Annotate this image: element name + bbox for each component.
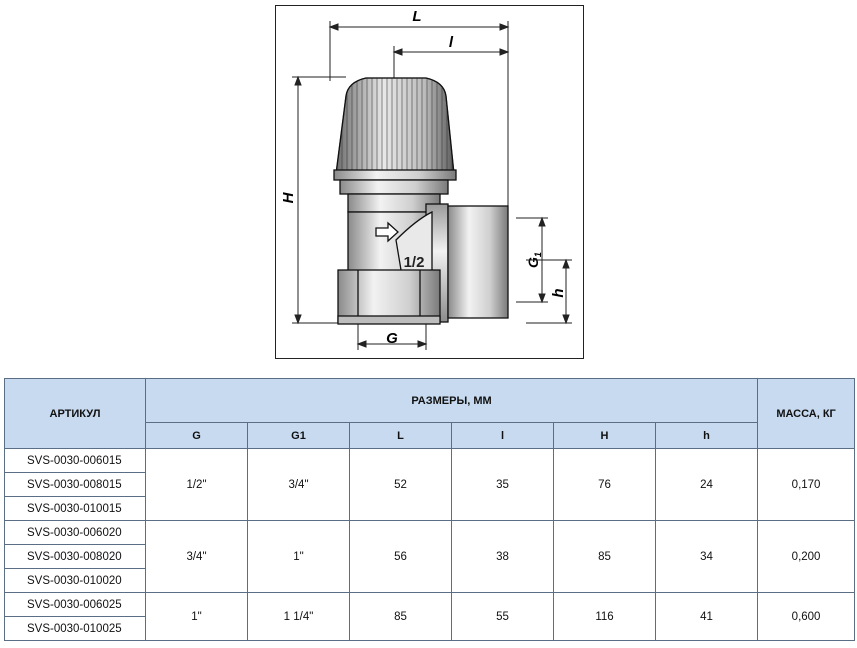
value-mass: 0,600 — [758, 593, 855, 641]
dimension-l — [394, 46, 508, 81]
header-col-G1: G1 — [248, 423, 350, 449]
value-L: 56 — [350, 521, 452, 593]
value-G1: 1 1/4" — [248, 593, 350, 641]
header-col-G: G — [146, 423, 248, 449]
article-cell: SVS-0030-006015 — [5, 449, 146, 473]
header-article: АРТИКУЛ — [5, 379, 146, 449]
article-cell: SVS-0030-010015 — [5, 497, 146, 521]
value-H: 116 — [554, 593, 656, 641]
label-H: H — [280, 192, 297, 204]
article-cell: SVS-0030-008015 — [5, 473, 146, 497]
value-L: 85 — [350, 593, 452, 641]
value-h: 24 — [656, 449, 758, 521]
label-L: L — [412, 8, 422, 25]
value-L: 52 — [350, 449, 452, 521]
value-G: 1" — [146, 593, 248, 641]
table-row — [5, 593, 855, 617]
value-G1: 3/4" — [248, 449, 350, 521]
label-G1: $G_1$ — [525, 252, 543, 268]
value-mass: 0,200 — [758, 521, 855, 593]
value-G: 3/4" — [146, 521, 248, 593]
header-col-h: h — [656, 423, 758, 449]
value-l: 35 — [452, 449, 554, 521]
label-l: l — [448, 34, 454, 51]
value-l: 55 — [452, 593, 554, 641]
valve-body — [334, 78, 508, 324]
article-cell: SVS-0030-010020 — [5, 569, 146, 593]
value-H: 85 — [554, 521, 656, 593]
article-cell: SVS-0030-008020 — [5, 545, 146, 569]
header-col-L: L — [350, 423, 452, 449]
header-col-H: H — [554, 423, 656, 449]
article-cell: SVS-0030-006025 — [5, 593, 146, 617]
value-G: 1/2" — [146, 449, 248, 521]
header-dimensions: РАЗМЕРЫ, ММ — [146, 379, 758, 423]
valve-drawing — [275, 5, 584, 359]
table-row — [5, 449, 855, 473]
value-H: 76 — [554, 449, 656, 521]
table-row — [5, 521, 855, 545]
value-l: 38 — [452, 521, 554, 593]
value-h: 34 — [656, 521, 758, 593]
header-col-l: l — [452, 423, 554, 449]
value-G1: 1" — [248, 521, 350, 593]
label-G: G — [386, 330, 398, 347]
value-mass: 0,170 — [758, 449, 855, 521]
header-mass: МАССА, КГ — [758, 379, 855, 449]
article-cell: SVS-0030-010025 — [5, 617, 146, 641]
article-cell: SVS-0030-006020 — [5, 521, 146, 545]
body-marking: 1/2 — [403, 254, 425, 271]
specification-table — [4, 378, 855, 641]
value-h: 41 — [656, 593, 758, 641]
label-h: h — [550, 288, 567, 298]
valve-diagram — [276, 6, 585, 360]
